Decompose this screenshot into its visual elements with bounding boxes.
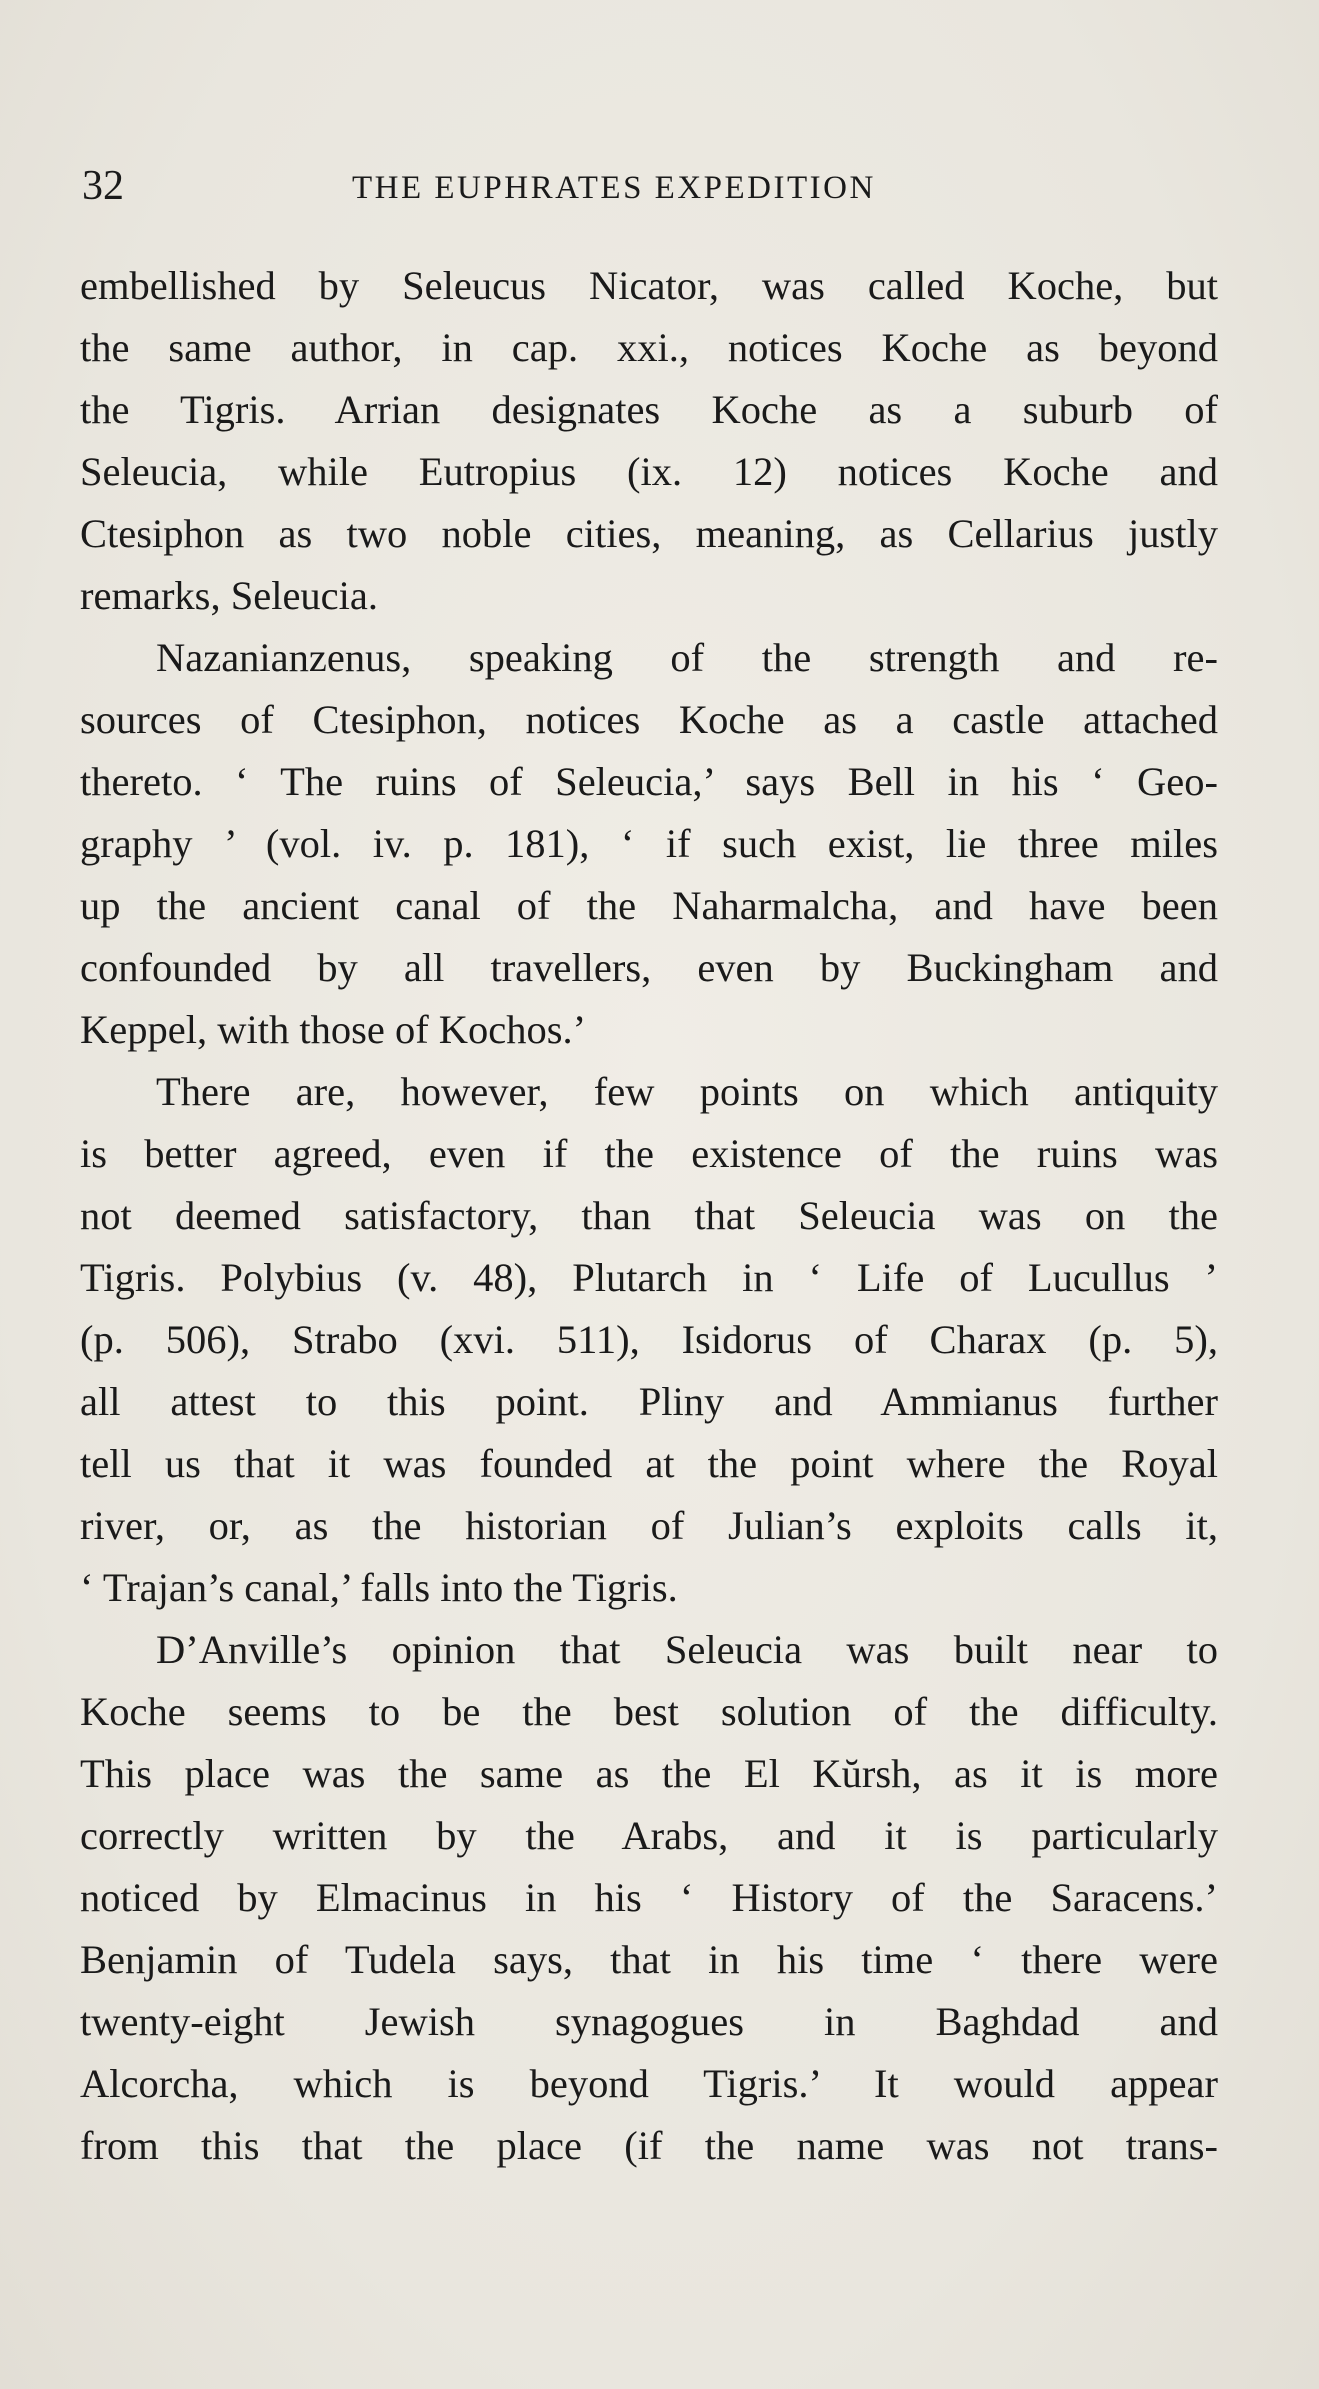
text-line: D’Anville’s opinion that Seleucia was built near to [156,1627,1218,1672]
text-line: Benjamin of Tudela says, that in his time ‘ there were [80,1937,1218,1982]
text-line: Keppel, with those of Kochos.’ [80,1007,587,1052]
text-line: tell us that it was founded at the point where the Royal [80,1441,1218,1486]
body-text [80,255,1218,2177]
text-line: confounded by all travellers, even by Buckingham and [80,945,1218,990]
text-line: from this that the place (if the name was not trans- [80,2123,1218,2168]
text-line: all attest to this point. Pliny and Ammianus further [80,1379,1218,1424]
text-line: embellished by Seleucus Nicator, was called Koche, but [80,263,1218,308]
text-line: thereto. ‘ The ruins of Seleucia,’ says Bell in his ‘ Geo- [80,759,1218,804]
text-line: sources of Ctesiphon, notices Koche as a castle attached [80,697,1218,742]
text-line: river, or, as the historian of Julian’s exploits calls it, [80,1503,1218,1548]
text-line: Tigris. Polybius (v. 48), Plutarch in ‘ Life of Lucullus ’ [80,1255,1218,1300]
text-line: Ctesiphon as two noble cities, meaning, as Cellarius justly [80,511,1218,556]
text-line: Koche seems to be the best solution of the difficulty. [80,1689,1218,1734]
text-line: remarks, Seleucia. [80,573,378,618]
text-line: This place was the same as the El Kŭrsh, as it is more [80,1751,1218,1796]
text-line: correctly written by the Arabs, and it is particularly [80,1813,1218,1858]
text-line: not deemed satisfactory, than that Seleucia was on the [80,1193,1218,1238]
text-line: Nazanianzenus, speaking of the strength and re- [156,635,1218,680]
text-line: There are, however, few points on which antiquity [156,1069,1218,1114]
text-line: (p. 506), Strabo (xvi. 511), Isidorus of Charax (p. 5), [80,1317,1218,1362]
page-number: 32 [82,163,124,209]
text-line: twenty-eight Jewish synagogues in Baghdad and [80,1999,1218,2044]
text-line: is better agreed, even if the existence of the ruins was [80,1131,1218,1176]
text-line: noticed by Elmacinus in his ‘ History of the Saracens.’ [80,1875,1218,1920]
text-line: the same author, in cap. xxi., notices Koche as beyond [80,325,1218,370]
text-line: the Tigris. Arrian designates Koche as a suburb of [80,387,1218,432]
page-header [82,158,1220,214]
text-line: graphy ’ (vol. iv. p. 181), ‘ if such exist, lie three miles [80,821,1218,866]
text-line: up the ancient canal of the Naharmalcha, and have been [80,883,1218,928]
text-line: Alcorcha, which is beyond Tigris.’ It would appear [80,2061,1218,2106]
text-line: Seleucia, while Eutropius (ix. 12) notices Koche and [80,449,1218,494]
text-line: ‘ Trajan’s canal,’ falls into the Tigris. [80,1565,678,1610]
running-title: THE EUPHRATES EXPEDITION [352,170,876,206]
